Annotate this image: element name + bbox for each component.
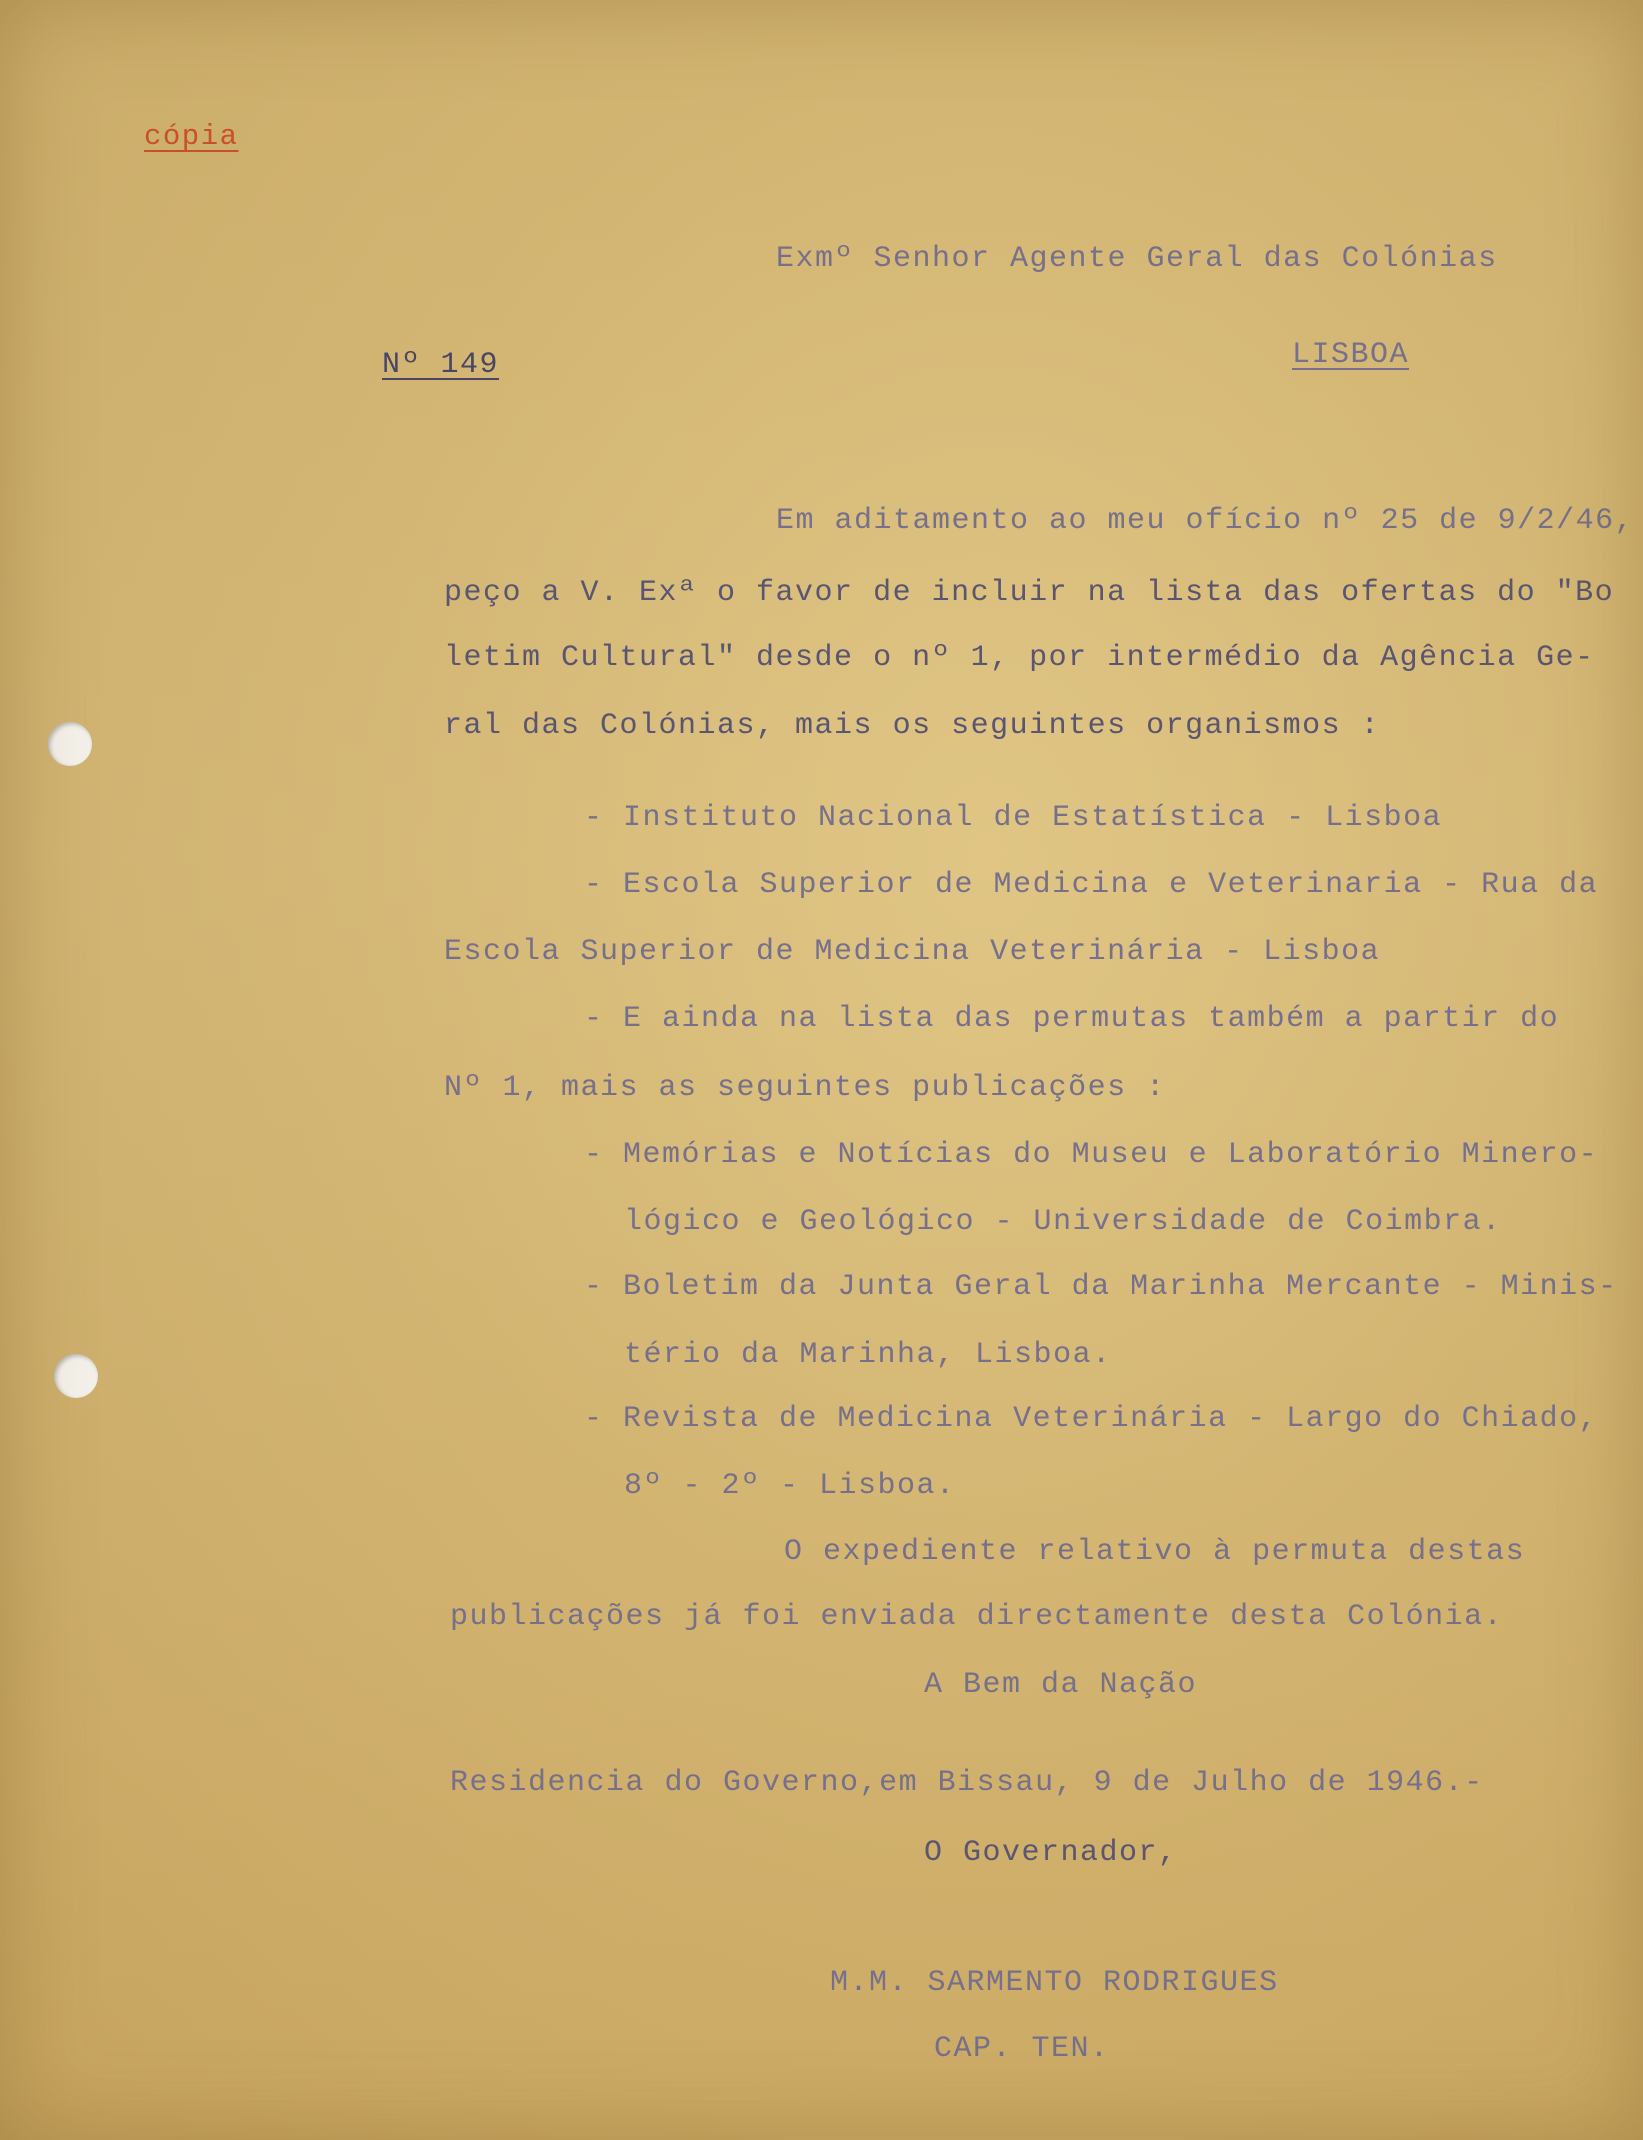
body-line: - Memórias e Notícias do Museu e Laboratório Minero-	[584, 1138, 1599, 1172]
body-line: peço a V. Exª o favor de incluir na lista das ofertas do "Bo	[444, 576, 1615, 610]
body-line: - Boletim da Junta Geral da Marinha Mercante - Minis-	[584, 1270, 1618, 1304]
body-line: 8º - 2º - Lisboa.	[624, 1469, 956, 1503]
body-line: lógico e Geológico - Universidade de Coimbra.	[624, 1205, 1502, 1239]
body-line: Escola Superior de Medicina Veterinária - Lisboa	[444, 935, 1381, 969]
place-date: Residencia do Governo,em Bissau, 9 de Julho de 1946.-	[450, 1766, 1484, 1800]
body-line: - E ainda na lista das permutas também a partir do	[584, 1002, 1560, 1036]
punch-hole-top	[48, 722, 92, 766]
body-line: publicações já foi enviada directamente desta Colónia.	[450, 1600, 1504, 1634]
body-line: ral das Colónias, mais os seguintes organismos :	[444, 709, 1381, 743]
body-line: Nº 1, mais as seguintes publicações :	[444, 1071, 1166, 1105]
signatory-rank: CAP. TEN.	[934, 2032, 1110, 2066]
closing: A Bem da Nação	[924, 1668, 1198, 1702]
body-line: - Escola Superior de Medicina e Veterinaria - Rua da	[584, 868, 1599, 902]
city: LISBOA	[1292, 338, 1410, 372]
signatory-title: O Governador,	[924, 1836, 1178, 1870]
body-line: Em aditamento ao meu ofício nº 25 de 9/2/46,	[776, 504, 1635, 538]
punch-hole-bottom	[54, 1354, 98, 1398]
copy-mark: cópia	[144, 120, 239, 153]
body-line: tério da Marinha, Lisboa.	[624, 1338, 1112, 1372]
signatory-name: M.M. SARMENTO RODRIGUES	[830, 1966, 1279, 2000]
body-line: letim Cultural" desde o nº 1, por intermédio da Agência Ge-	[444, 641, 1595, 675]
body-line: - Instituto Nacional de Estatística - Lisboa	[584, 801, 1443, 835]
reference-number: Nº 149	[382, 348, 500, 382]
body-line: O expediente relativo à permuta destas	[784, 1535, 1526, 1569]
addressee: Exmº Senhor Agente Geral das Colónias	[776, 242, 1498, 276]
body-line: - Revista de Medicina Veterinária - Largo do Chiado,	[584, 1402, 1599, 1436]
